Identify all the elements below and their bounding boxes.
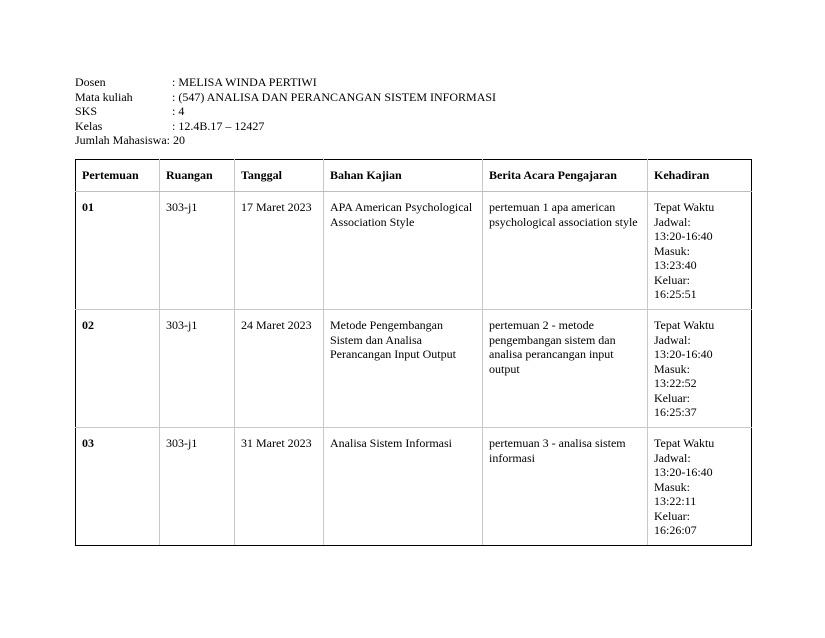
kelas-value: : 12.4B.17 – 12427 (172, 118, 265, 133)
header-ruangan: Ruangan (160, 160, 235, 192)
jadwal-label: Jadwal: (654, 450, 691, 465)
jadwal-value: 13:20-16:40 (654, 229, 713, 243)
mata-kuliah-value: : (547) ANALISA DAN PERANCANGAN SISTEM INFORMASI (172, 89, 497, 104)
keluar-value: 16:26:07 (654, 523, 697, 537)
cell-kehadiran (648, 310, 752, 428)
table-header-row (76, 160, 752, 192)
masuk-value: 13:22:52 (654, 376, 697, 390)
cell-ruangan: 303-j1 (160, 310, 235, 428)
header-berita-acara: Berita Acara Pengajaran (483, 160, 648, 192)
info-mata-kuliah (75, 90, 496, 105)
info-dosen (75, 75, 496, 90)
sks-label: SKS (75, 104, 98, 118)
course-info (75, 75, 496, 148)
cell-bahan-kajian: Metode Pengembangan Sistem dan Analisa Perancangan Input Output (324, 310, 483, 428)
header-kehadiran: Kehadiran (648, 160, 752, 192)
masuk-value: 13:22:11 (654, 494, 697, 508)
kelas-label: Kelas (75, 118, 103, 133)
kehadiran-status: Tepat Waktu (654, 200, 715, 214)
masuk-label: Masuk: (654, 361, 690, 376)
table-row (76, 192, 752, 310)
masuk-value: 13:23:40 (654, 258, 697, 272)
jumlah-mahasiswa-label: Jumlah Mahasiswa (75, 133, 167, 147)
cell-ruangan: 303-j1 (160, 192, 235, 310)
kehadiran-status: Tepat Waktu (654, 436, 715, 450)
table-row (76, 310, 752, 428)
jumlah-mahasiswa-value: : 20 (166, 133, 185, 147)
dosen-value: : MELISA WINDA PERTIWI (172, 75, 317, 89)
info-kelas (75, 119, 496, 134)
cell-tanggal: 24 Maret 2023 (235, 310, 324, 428)
keluar-value: 16:25:51 (654, 287, 697, 301)
cell-berita-acara: pertemuan 2 - metode pengembangan sistem dan analisa perancangan input output (483, 310, 648, 428)
jadwal-label: Jadwal: (654, 332, 691, 347)
cell-ruangan: 303-j1 (160, 428, 235, 546)
keluar-value: 16:25:37 (654, 405, 697, 419)
cell-kehadiran (648, 428, 752, 546)
cell-bahan-kajian: Analisa Sistem Informasi (324, 428, 483, 546)
info-jumlah-mahasiswa (75, 133, 496, 148)
cell-bahan-kajian: APA American Psychological Association Style (324, 192, 483, 310)
cell-pertemuan: 03 (76, 428, 160, 546)
sks-value: : 4 (172, 104, 185, 118)
mata-kuliah-label: Mata kuliah (75, 89, 133, 104)
kehadiran-status: Tepat Waktu (654, 318, 715, 332)
header-pertemuan: Pertemuan (76, 160, 160, 192)
masuk-label: Masuk: (654, 243, 690, 258)
cell-pertemuan: 01 (76, 192, 160, 310)
dosen-label: Dosen (75, 75, 106, 89)
header-bahan-kajian: Bahan Kajian (324, 160, 483, 192)
cell-berita-acara: pertemuan 1 apa american psychological association style (483, 192, 648, 310)
header-tanggal: Tanggal (235, 160, 324, 192)
keluar-label: Keluar: (654, 508, 690, 523)
cell-berita-acara: pertemuan 3 - analisa sistem informasi (483, 428, 648, 546)
keluar-label: Keluar: (654, 390, 690, 405)
table-row (76, 428, 752, 546)
jadwal-value: 13:20-16:40 (654, 465, 713, 479)
masuk-label: Masuk: (654, 479, 690, 494)
cell-kehadiran (648, 192, 752, 310)
schedule-table (75, 159, 752, 546)
cell-tanggal: 31 Maret 2023 (235, 428, 324, 546)
keluar-label: Keluar: (654, 272, 690, 287)
info-sks (75, 104, 496, 119)
cell-tanggal: 17 Maret 2023 (235, 192, 324, 310)
jadwal-label: Jadwal: (654, 214, 691, 229)
cell-pertemuan: 02 (76, 310, 160, 428)
jadwal-value: 13:20-16:40 (654, 347, 713, 361)
